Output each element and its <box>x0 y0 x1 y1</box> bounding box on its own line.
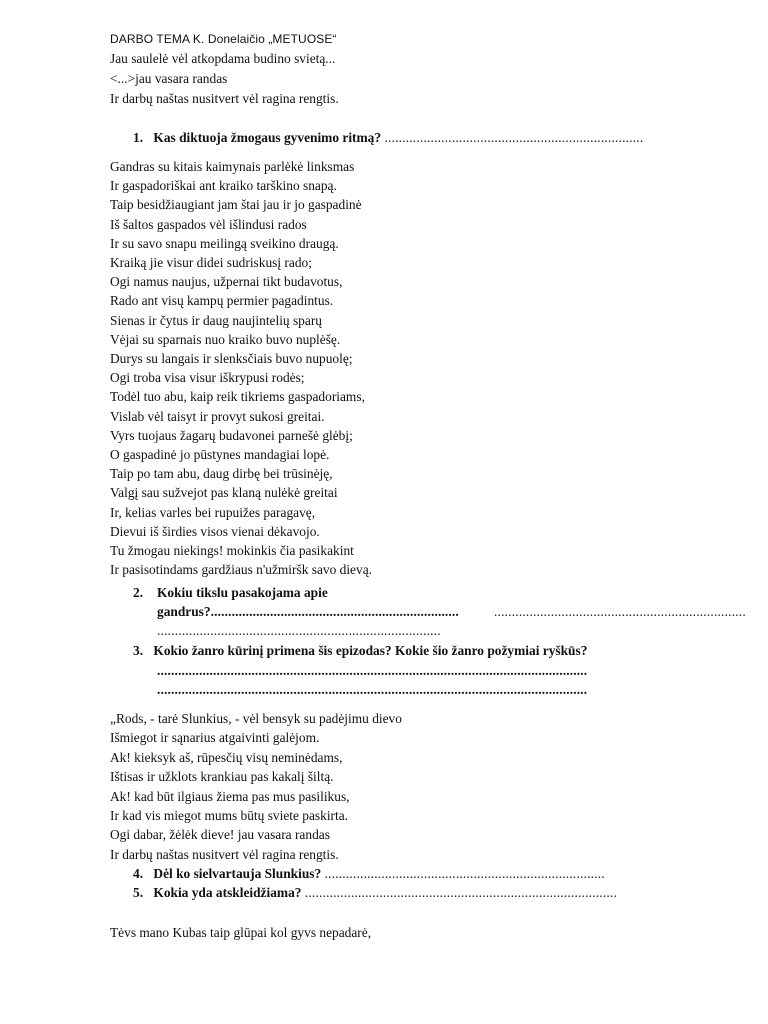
slunkius-verse-line: Išmiegot ir sąnarius atgaivinti galėjom. <box>110 730 320 746</box>
storks-verse-line: Durys su langais ir slenksčiais buvo nupuolę; <box>110 351 353 366</box>
question-4-answer-line: ............................................................................... <box>324 866 605 881</box>
slunkius-verse-line: „Rods, - tarė Slunkius, - vėl bensyk su padėjimu dievo <box>110 711 402 726</box>
question-2-dots-line-3: ................................................................................ <box>157 623 441 638</box>
storks-verse-line: O gaspadinė jo pūstynes mandagiai lopė. <box>110 447 330 462</box>
intro-verse-line: <...>jau vasara randas <box>110 71 228 86</box>
question-2-text-1: Kokiu tikslu pasakojama apie <box>157 585 328 600</box>
question-3 <box>133 641 587 660</box>
slunkius-verse-line: Ir darbų naštas nusitvert vėl ragina rengtis. <box>110 846 339 862</box>
question-3-answer-line-1 <box>157 661 587 680</box>
question-4 <box>133 864 605 883</box>
question-3-dots-2: ........................................................................................................................... <box>157 682 588 697</box>
storks-verse-line: Ir su savo snapu meilingą sveikino draugą. <box>110 235 339 251</box>
question-5-text: Kokia yda atskleidžiama? <box>153 885 302 900</box>
storks-verse-line: Gandras su kitais kaimynais parlėkė linksmas <box>110 159 355 174</box>
question-3-dots-1: ........................................................................................................................... <box>157 663 588 678</box>
question-2-answer-line-bold: ....................................................................... <box>210 604 459 619</box>
question-1-answer-line: ......................................................................... <box>384 130 644 145</box>
question-5-number: 5. <box>133 885 144 900</box>
intro-verse-line: Ir darbų naštas nusitvert vėl ragina rengtis. <box>110 91 339 106</box>
storks-verse-line: Valgį sau sužvejot pas klaną nulėkė greitai <box>110 485 338 501</box>
storks-verse-line: Ogi namus naujus, užpernai tikt budavotus, <box>110 274 343 290</box>
storks-verse-line: Kraiką jie visur didei sudriskusį rado; <box>110 255 312 270</box>
storks-verse-line: Todėl tuo abu, kaip reik tikriems gaspadoriams, <box>110 389 365 405</box>
storks-verse-line: Dievui iš širdies visos vienai dėkavojo. <box>110 523 320 539</box>
question-5-answer-line: ........................................................................................ <box>304 885 618 900</box>
question-2-answer-line-3 <box>157 621 441 640</box>
next-excerpt-line: Tėvs mano Kubas taip glūpai kol gyvs nepadarė, <box>110 925 372 940</box>
storks-verse-line: Vyrs tuojaus žagarų budavonei parnešė glėbį; <box>110 427 353 443</box>
question-2-text-line-1 <box>157 583 328 602</box>
slunkius-verse-line: Ogi dabar, žėlėk dieve! jau vasara randas <box>110 827 330 843</box>
question-2-number <box>133 583 143 602</box>
question-2-dots-right: ....................................................................... <box>494 604 746 619</box>
storks-verse-line: Iš šaltos gaspados vėl išlindusi rados <box>110 216 307 232</box>
slunkius-verse-line: Ištisas ir užklots krankiau pas kakalį šiltą. <box>110 769 334 785</box>
question-3-text: Kokio žanro kūrinį primena šis epizodas? Kokie šio žanro požymiai ryškūs? <box>153 643 588 658</box>
intro-verse-line: Jau saulelė vėl atkopdama budino svietą... <box>110 51 336 66</box>
storks-verse-line: Ogi troba visa visur iškrypusi rodės; <box>110 370 305 386</box>
question-4-number: 4. <box>133 866 144 881</box>
slunkius-verse-line: Ak! kieksyk aš, rūpesčių visų neminėdams, <box>110 749 343 765</box>
question-1 <box>133 128 643 147</box>
storks-verse-line: Vislab vėl taisyt ir provyt sukosi greitai. <box>110 408 325 424</box>
storks-verse-line: Sienas ir čytus ir daug naujintelių sparų <box>110 312 322 328</box>
storks-verse-line: Ir gaspadoriškai ant kraiko tarškino snapą. <box>110 178 337 194</box>
question-2-number-text: 2. <box>133 585 144 600</box>
storks-verse-line: Ir pasisotindams gardžiaus n'užmiršk savo dievą. <box>110 562 372 578</box>
storks-verse-line: Vėjai su sparnais nuo kraiko buvo nuplėšę. <box>110 331 341 347</box>
slunkius-verse-line: Ir kad vis miegot mums būtų sviete paskirta. <box>110 808 349 823</box>
slunkius-verse-line: Ak! kad būt ilgiaus žiema pas mus pasilikus, <box>110 788 350 804</box>
question-1-text: Kas diktuoja žmogaus gyvenimo ritmą? <box>153 130 382 145</box>
storks-verse-line: Tu žmogau niekings! mokinkis čia pasikakint <box>110 543 354 558</box>
question-2-text-2: gandrus? <box>157 604 211 619</box>
question-3-number: 3. <box>133 643 144 658</box>
question-1-number: 1. <box>133 130 144 145</box>
storks-verse-line: Ir, kelias varles bei rupuižes paragavę, <box>110 504 316 520</box>
storks-verse-line: Taip besidžiaugiant jam štai jau ir jo gaspadinė <box>110 197 362 213</box>
question-2-text-line-2 <box>157 602 459 621</box>
question-3-answer-line-2 <box>157 680 587 699</box>
storks-verse-line: Taip po tam abu, daug dirbę bei trūsinėję, <box>110 466 333 482</box>
question-4-text: Dėl ko sielvartauja Slunkius? <box>153 866 322 881</box>
question-2-answer-line-right <box>494 602 746 621</box>
storks-verse-line: Rado ant visų kampų permier pagadintus. <box>110 293 334 309</box>
question-5 <box>133 883 617 902</box>
worksheet-title: DARBO TEMA K. Donelaičio „METUOSE“ <box>110 32 337 46</box>
